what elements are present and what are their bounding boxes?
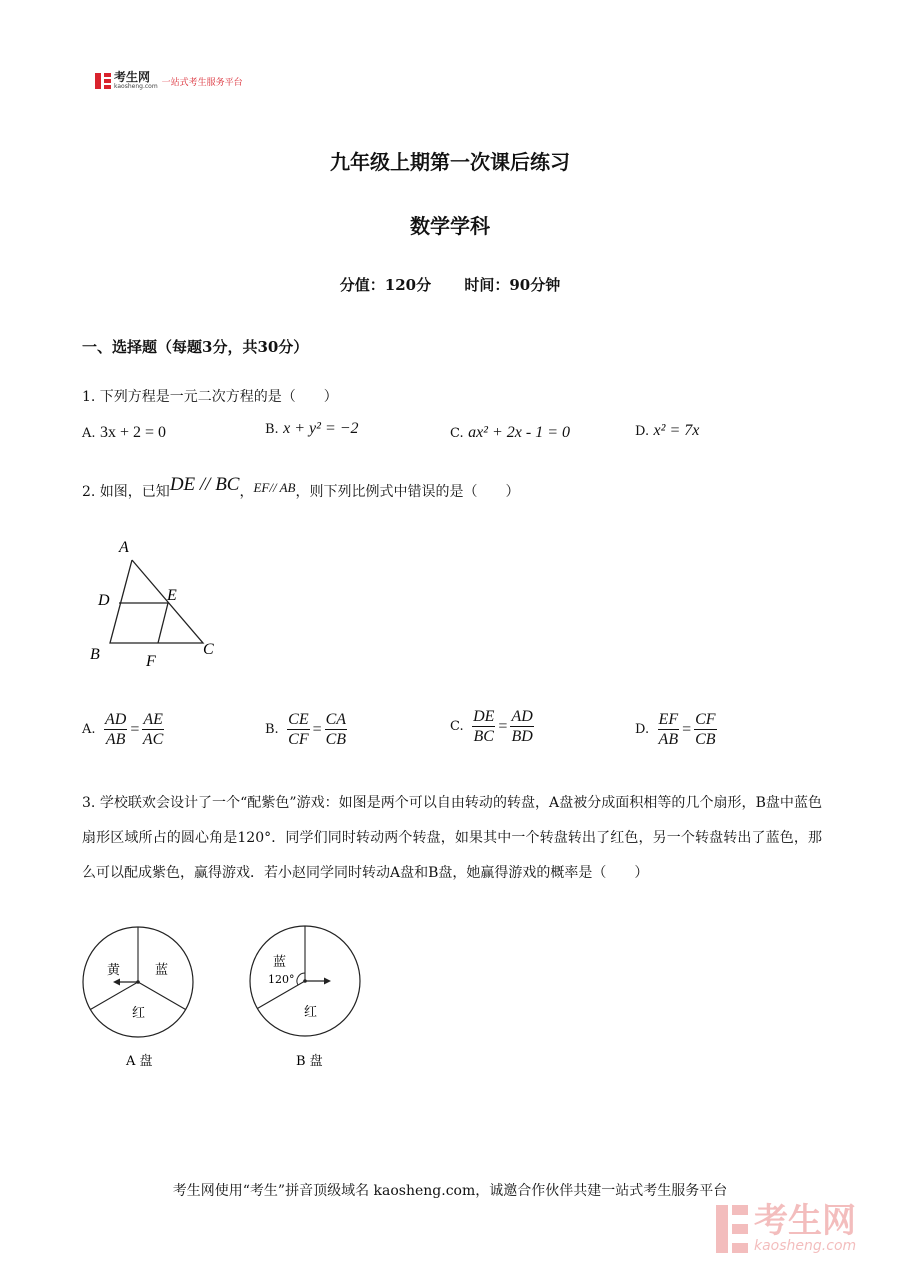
q2-condition-1: DE // BC <box>169 474 240 495</box>
footer-text: 考生网使用“考生”拼音顶级域名 kaosheng.com，诚邀合作伙伴共建一站式考生服务平台 <box>172 1183 728 1199</box>
logo-slogan: 一站式考生服务平台 <box>161 77 243 88</box>
q3-stem: 3. 学校联欢会设计了一个“配紫色”游戏：如图是两个可以自由转动的转盘，A盘被分成面积相等的几个扇形，B盘中蓝色扇形区域所占的圆心角是120°．同学们同时转动两个转盘，如果其中一个转盘转出了红色，另一个转盘转出了蓝色，那么可以配成紫色，赢得游戏．若小赵同学同时转动A盘和B盘，她赢得游戏的概率是（ ） <box>82 795 822 881</box>
logo-icon <box>95 73 111 89</box>
page-title: 九年级上期第一次课后练习 <box>330 150 570 174</box>
label-c: C <box>203 641 214 658</box>
watermark-domain: kaosheng.com <box>754 1238 857 1254</box>
score-text: 分值：120分 <box>339 276 432 294</box>
q2-option-b: B. $\frac{CE}{CF}$ = $\frac{CA}{CB}$ <box>265 711 347 748</box>
time-text: 时间：90分钟 <box>464 276 561 294</box>
q2-condition-2: EF// AB <box>253 480 296 495</box>
logo-domain: kaosheng.com <box>114 83 158 90</box>
q1-option-d: D. x² = 7x <box>635 422 700 439</box>
wheel-a-red-label: 红 <box>132 1006 146 1021</box>
label-d: D <box>98 592 110 609</box>
q2-option-a: A. $\frac{AD}{AB}$ = $\frac{AE}{AC}$ <box>82 711 164 748</box>
wheel-a-figure <box>80 924 198 1074</box>
logo-name: 考生网 <box>114 70 151 84</box>
label-f: F <box>146 653 156 670</box>
wheel-b-caption: B 盘 <box>296 1054 323 1069</box>
q1-stem: 1. 下列方程是一元二次方程的是（ ） <box>82 389 338 405</box>
label-e: E <box>167 587 177 604</box>
segment-ef <box>158 603 168 643</box>
wheel-a-blue-label: 蓝 <box>155 963 169 978</box>
triangle-abc <box>110 560 203 643</box>
wheel-b-angle-label: 120° <box>268 973 295 986</box>
wheel-a-caption: A 盘 <box>126 1054 153 1069</box>
watermark <box>716 1201 857 1254</box>
wheel-b-red-label: 红 <box>304 1005 318 1020</box>
wheel-a-yellow-label: 黄 <box>107 963 121 978</box>
q2-stem: 2. 如图，已知DE // BC，EF// AB，则下列比例式中错误的是（ ） <box>82 474 520 500</box>
q2-option-c: C. $\frac{DE}{BC}$ = $\frac{AD}{BD}$ <box>450 708 533 745</box>
section-heading: 一、选择题（每题3分，共30分） <box>82 338 309 356</box>
q1-option-b: B. x + y² = −2 <box>265 420 359 437</box>
wheel-b-figure <box>246 924 364 1074</box>
wheel-b-blue-label: 蓝 <box>273 955 287 970</box>
q2-option-d: D. $\frac{EF}{AB}$ = $\frac{CF}{CB}$ <box>635 711 716 748</box>
watermark-name: 考生网 <box>754 1201 856 1241</box>
score-time-line <box>0 274 900 295</box>
label-a: A <box>119 539 129 556</box>
watermark-logo-icon <box>716 1205 748 1253</box>
header-logo <box>95 72 243 90</box>
label-b: B <box>90 646 100 663</box>
q1-option-a: A. 3x + 2 = 0 <box>82 424 167 441</box>
subject-title: 数学学科 <box>410 214 490 238</box>
q1-option-c: C. ax² + 2x - 1 = 0 <box>450 424 570 441</box>
triangle-figure <box>85 532 225 672</box>
